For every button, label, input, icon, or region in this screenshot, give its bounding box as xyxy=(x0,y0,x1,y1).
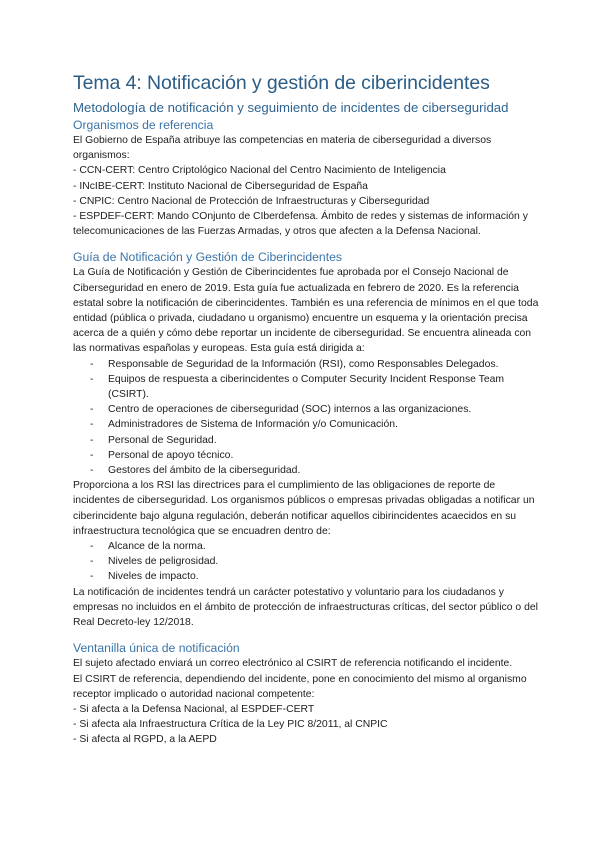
list-item: - Gestores del ámbito de la ciberseguridad. xyxy=(90,465,301,477)
page-title: Tema 4: Notificación y gestión de ciberincidentes xyxy=(73,72,490,94)
list-item: - Personal de Seguridad. xyxy=(90,434,217,446)
list-item: - Niveles de impacto. xyxy=(90,571,199,583)
ventanilla-item: - Si afecta a la Defensa Nacional, al ESPDEF-CERT xyxy=(73,703,315,715)
organismo-item: - INcIBE-CERT: Instituto Nacional de Ciberseguridad de España xyxy=(73,180,368,192)
section1-intro: El Gobierno de España atribuye las competencias en materia de ciberseguridad a diversos organismos: xyxy=(73,135,492,162)
list-item: - Alcance de la norma. xyxy=(90,541,206,553)
list-item: - Equipos de respuesta a ciberincidentes o Computer Security Incident Response Team (CSIRT). xyxy=(90,373,505,401)
document-content xyxy=(73,70,543,748)
section-heading-organismos: Organismos de referencia xyxy=(73,118,214,132)
ventanilla-item: - Si afecta ala Infraestructura Crítica de la Ley PIC 8/2011, al CNPIC xyxy=(73,719,388,731)
guia-paragraph-2: Proporciona a los RSI las directrices para el cumplimiento de las obligaciones de reporte de incidentes de ciberseguridad. Los organismos públicos o empresas privadas obligadas a notificar un ciberincidente bajo alguna regulación, deberán notificar aquellos cibirincidentes acaecidos en su infraestructura tecnológica que se encuadren dentro de: xyxy=(73,480,535,537)
organismo-item: - CCN-CERT: Centro Criptológico Nacional del Centro Nacimiento de Inteligencia xyxy=(73,165,446,177)
ventanilla-paragraph-1: El sujeto afectado enviará un correo electrónico al CSIRT de referencia notificando el incidente. xyxy=(73,658,513,670)
organismo-item: - CNPIC: Centro Nacional de Protección de Infraestructuras y Ciberseguridad xyxy=(73,195,430,207)
list-item: - Centro de operaciones de ciberseguridad (SOC) internos a las organizaciones. xyxy=(90,404,472,416)
page-subtitle: Metodología de notificación y seguimiento de incidentes de ciberseguridad xyxy=(73,100,509,115)
list-item: - Niveles de peligrosidad. xyxy=(90,556,219,568)
guia-criteria-list xyxy=(73,539,543,585)
list-item: - Personal de apoyo técnico. xyxy=(90,449,234,461)
section-heading-ventanilla: Ventanilla única de notificación xyxy=(73,641,240,656)
ventanilla-item: - Si afecta al RGPD, a la AEPD xyxy=(73,734,217,746)
guia-audience-list xyxy=(73,357,543,479)
section-heading-guia: Guía de Notificación y Gestión de Ciberincidentes xyxy=(73,250,342,265)
guia-paragraph-1: La Guía de Notificación y Gestión de Ciberincidentes fue aprobada por el Consejo Nacional de Ciberseguridad en enero de 2019. Esta guía fue actualizada en febrero de 2020. Es la referencia estatal sobre la notificación de ciberincidentes. También es una referencia de mínimos en el que toda entidad (pública o privada, ciudadano u organismo) encuentre un esquema y la orientación precisa acerca de a quién y cómo debe reportar un incidente de ciberseguridad. Se encuentra alineada con las normativas españolas y europeas. Esta guía está dirigida a: xyxy=(73,267,539,355)
list-item: - Administradores de Sistema de Información y/o Comunicación. xyxy=(90,419,398,431)
ventanilla-paragraph-2: El CSIRT de referencia, dependiendo del incidente, pone en conocimiento del mismo al organismo receptor implicado o autoridad nacional competente: xyxy=(73,673,527,700)
list-item: - Responsable de Seguridad de la Información (RSI), como Responsables Delegados. xyxy=(90,358,499,370)
organismo-item: - ESPDEF-CERT: Mando COnjunto de CIberdefensa. Ámbito de redes y sistemas de información y telecomunicaciones de las Fuerzas Armadas, y otros que afecten a la Defensa Nacional. xyxy=(73,211,528,238)
guia-paragraph-3: La notificación de incidentes tendrá un carácter potestativo y voluntario para los ciudadanos y empresas no incluidos en el ámbito de protección de infraestructuras críticas, del sector público o del Real Decreto-ley 12/2018. xyxy=(73,586,538,629)
